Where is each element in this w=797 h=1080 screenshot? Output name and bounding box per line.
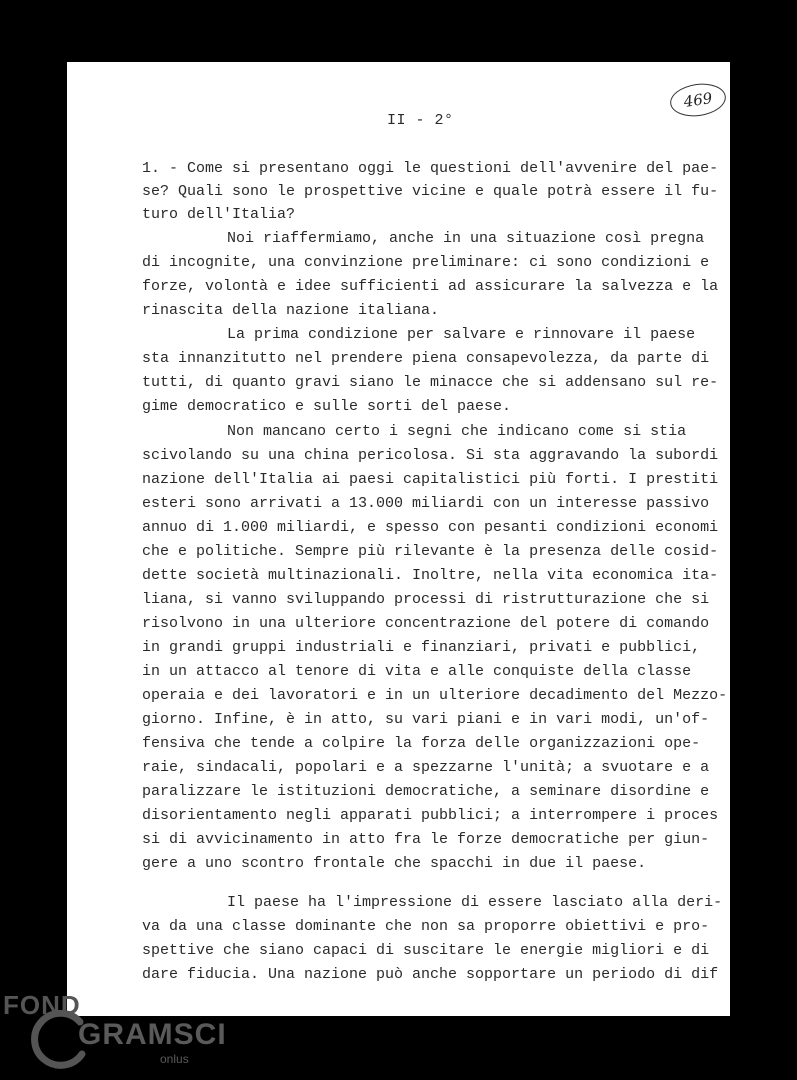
- text-line: in un attacco al tenore di vita e alle conquiste della classe: [142, 663, 692, 680]
- text-line: tutti, di quanto gravi siano le minacce che si addensano sul re-: [142, 374, 719, 391]
- text-line: nazione dell'Italia ai paesi capitalistici più forti. I prestiti: [142, 471, 719, 488]
- text-line: operaia e dei lavoratori e in un ulteriore decadimento del Mezzo-: [142, 687, 728, 704]
- text-line: gime democratico e sulle sorti del paese.: [142, 398, 512, 415]
- fondazione-gramsci-logo: [0, 990, 227, 1070]
- logo-text-gramsci: GRAMSCI: [78, 1018, 227, 1051]
- text-line: se? Quali sono le prospettive vicine e quale potrà essere il fu-: [142, 183, 719, 200]
- text-line: sta innanzitutto nel prendere piena consapevolezza, da parte di: [142, 350, 710, 367]
- text-line: gere a uno scontro frontale che spacchi in due il paese.: [142, 855, 647, 872]
- text-line: raie, sindacali, popolari e a spezzarne l'unità; a svuotare e a: [142, 759, 710, 776]
- text-line: liana, si vanno sviluppando processi di ristrutturazione che si: [142, 591, 710, 608]
- text-line: spettive che siano capaci di suscitare le energie migliori e di: [142, 942, 710, 959]
- text-line: di incognite, una convinzione preliminare: ci sono condizioni e: [142, 254, 710, 271]
- text-line: rinascita della nazione italiana.: [142, 302, 440, 319]
- text-line: si di avvicinamento in atto fra le forze democratiche per giun-: [142, 831, 710, 848]
- text-line: fensiva che tende a colpire la forza delle organizzazioni ope-: [142, 735, 701, 752]
- text-line: disorientamento negli apparati pubblici; a interrompere i proces: [142, 807, 719, 824]
- text-line: annuo di 1.000 miliardi, e spesso con pesanti condizioni economi: [142, 519, 719, 536]
- document-page: [67, 62, 730, 1016]
- logo-text-fond: FOND: [3, 990, 81, 1020]
- text-line: paralizzare le istituzioni democratiche, a seminare disordine e: [142, 783, 710, 800]
- text-line: scivolando su una china pericolosa. Si sta aggravando la subordi: [142, 447, 719, 464]
- logo-text-onlus: onlus: [160, 1052, 189, 1066]
- text-line: forze, volontà e idee sufficienti ad assicurare la salvezza e la: [142, 278, 719, 295]
- text-line: risolvono in una ulteriore concentrazione del potere di comando: [142, 615, 710, 632]
- text-line: La prima condizione per salvare e rinnovare il paese: [227, 326, 696, 343]
- text-line: esteri sono arrivati a 13.000 miliardi con un interesse passivo: [142, 495, 710, 512]
- text-line: Non mancano certo i segni che indicano come si stia: [227, 423, 687, 440]
- text-line: turo dell'Italia?: [142, 206, 296, 223]
- folio-stamp: 469: [668, 80, 728, 119]
- text-line: dette società multinazionali. Inoltre, nella vita economica ita-: [142, 567, 719, 584]
- text-line: giorno. Infine, è in atto, su vari piani e in vari modi, un'of-: [142, 711, 710, 728]
- text-line: va da una classe dominante che non sa proporre obiettivi e pro-: [142, 918, 710, 935]
- text-line: 1. - Come si presentano oggi le questioni dell'avvenire del pae-: [142, 160, 719, 177]
- text-line: Il paese ha l'impressione di essere lasciato alla deri-: [227, 894, 723, 911]
- text-line: in grandi gruppi industriali e finanziari, privati e pubblici,: [142, 639, 701, 656]
- page-heading: II - 2°: [387, 112, 454, 129]
- text-line: che e politiche. Sempre più rilevante è la presenza delle cosid-: [142, 543, 719, 560]
- text-line: Noi riaffermiamo, anche in una situazione così pregna: [227, 230, 705, 247]
- text-line: dare fiducia. Una nazione può anche sopportare un periodo di dif: [142, 966, 719, 983]
